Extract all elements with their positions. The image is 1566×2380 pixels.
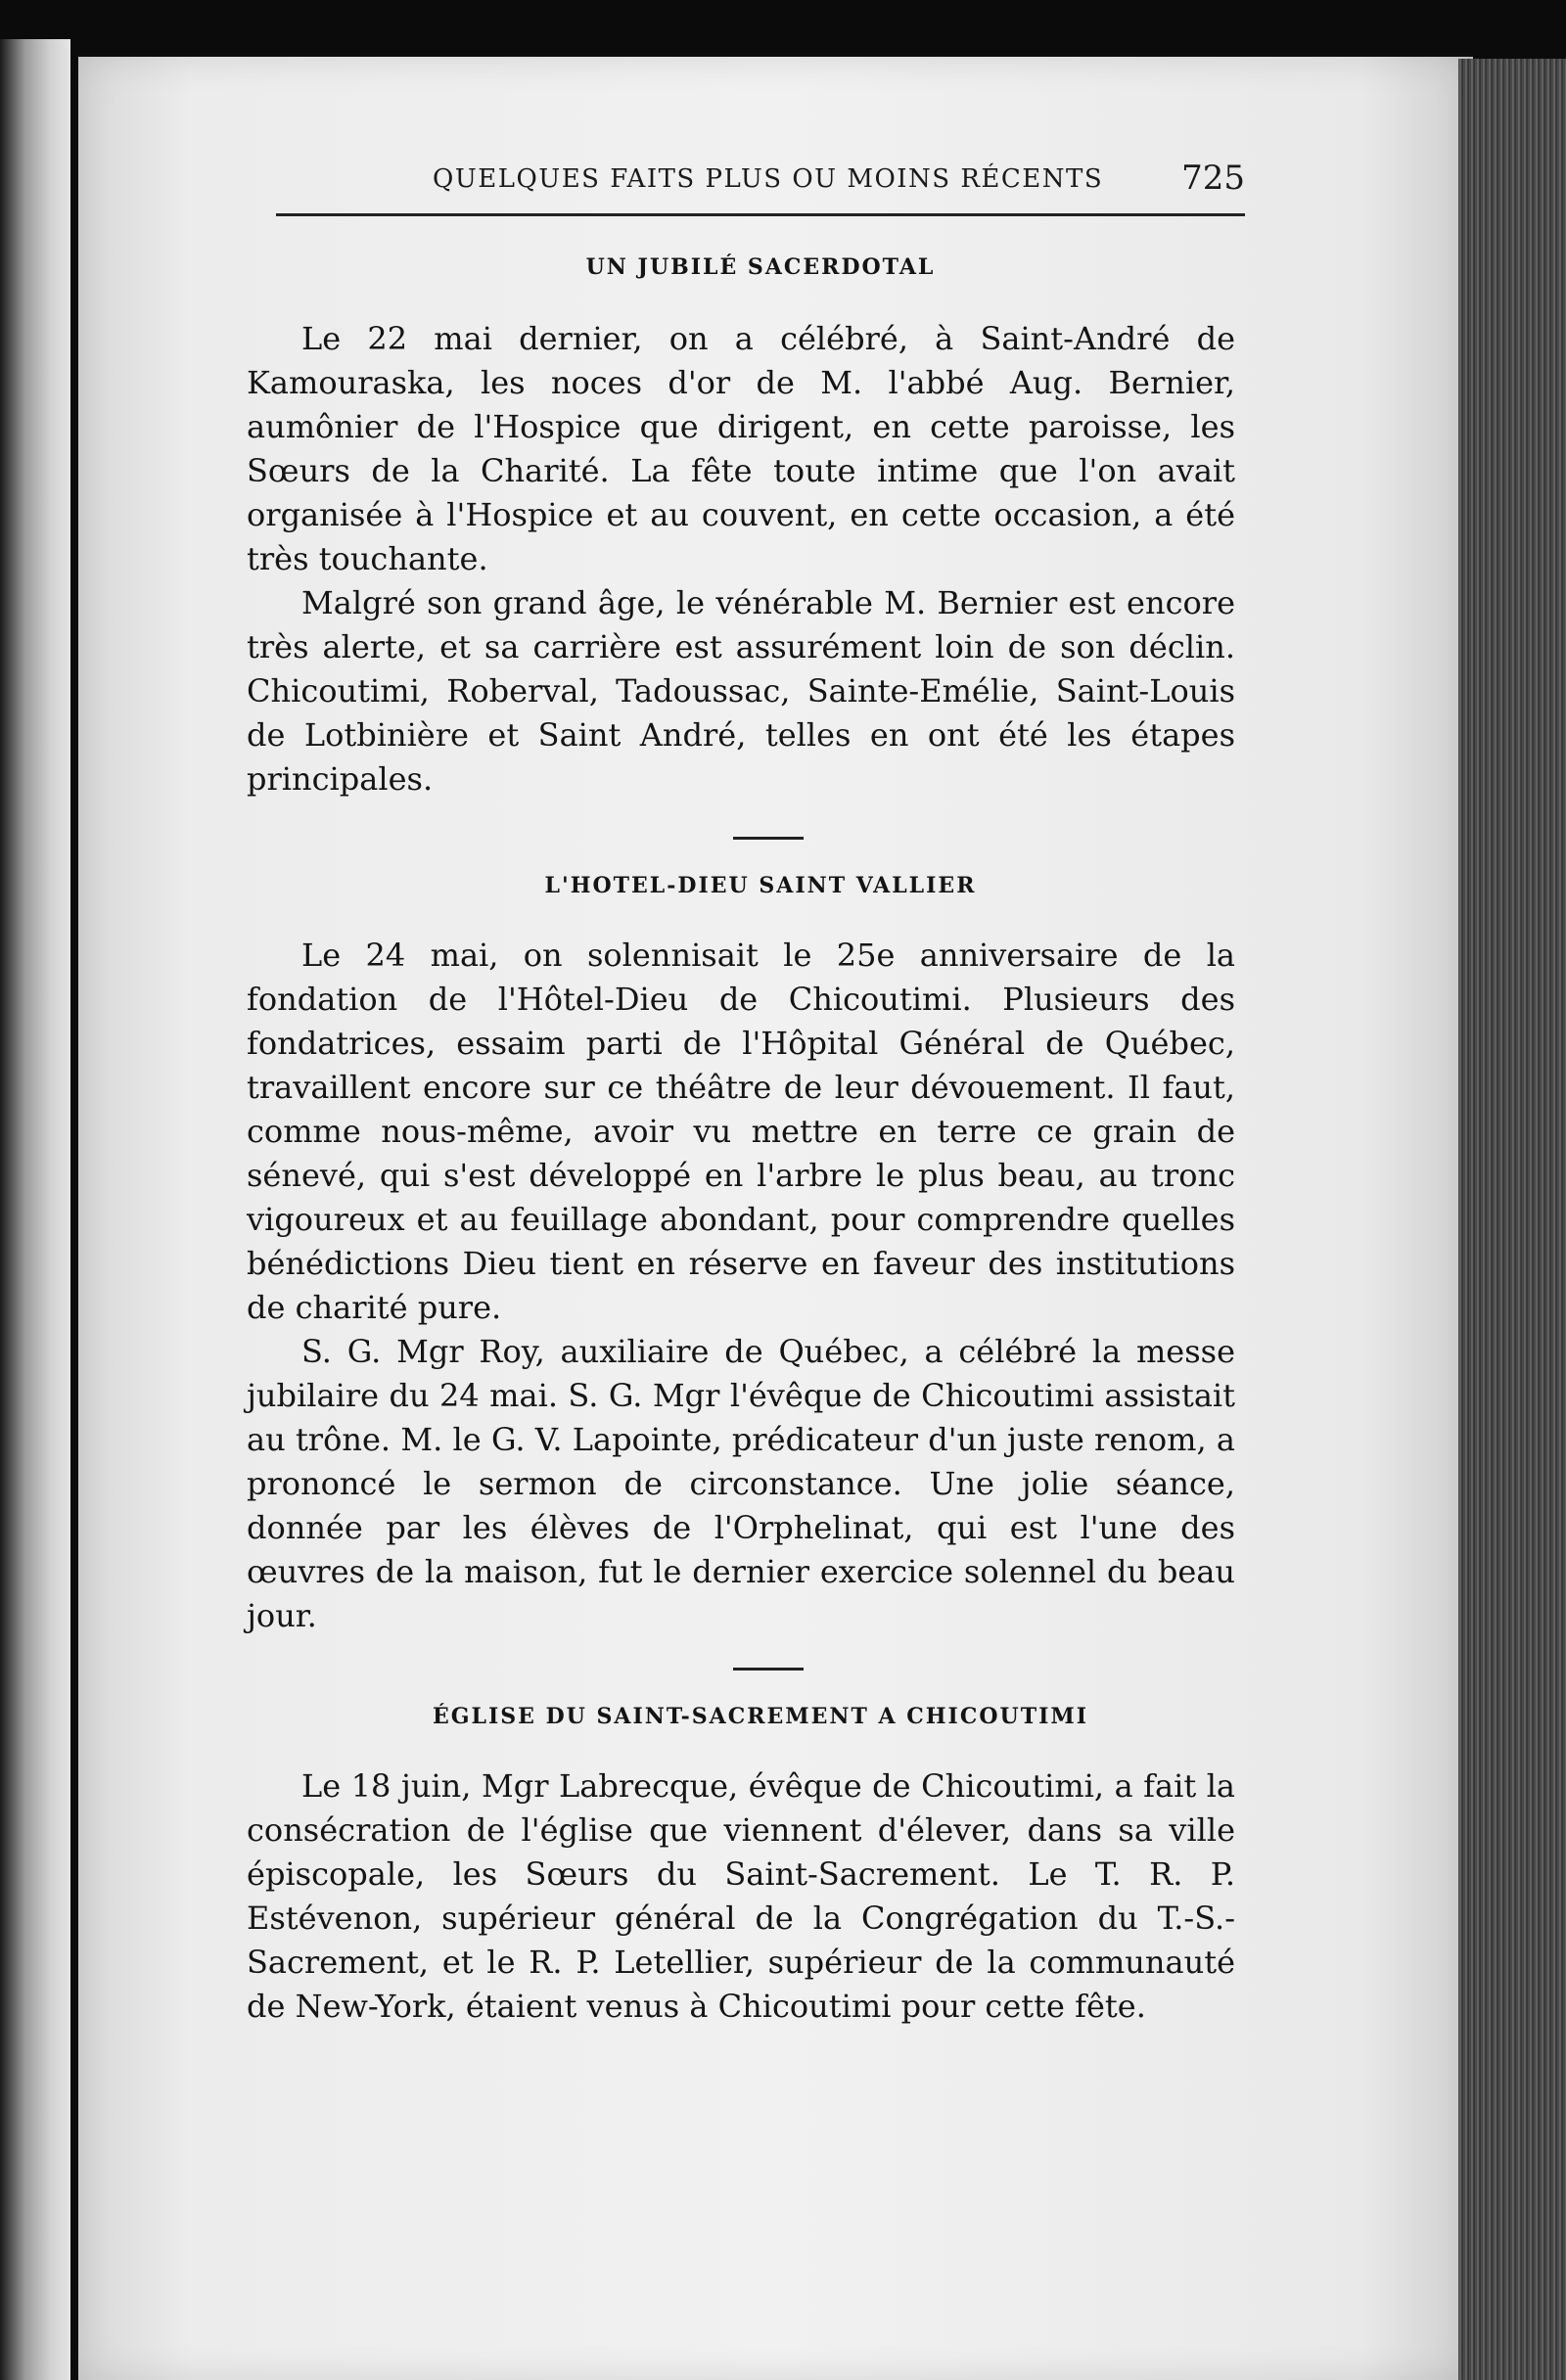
- section-title-hotel-dieu: L'HOTEL-DIEU SAINT VALLIER: [544, 873, 977, 898]
- paragraph: Le 22 mai dernier, on a célébré, à Saint-André de Kamouraska, les noces d'or de M. l'abbé Aug. Bernier, aumônier de l'Hospice que dirigent, en cette paroisse, les Sœurs de la Charité. La fête toute intime que l'on avait organisée à l'Hospice et au couvent, en cette occasion, a été très touchante.: [247, 320, 1235, 577]
- page-number: 725: [1181, 159, 1245, 198]
- paragraph: S. G. Mgr Roy, auxiliaire de Québec, a célébré la messe jubilaire du 24 mai. S. G. Mgr l'évêque de Chicoutimi assistait au trône. M. le G. V. Lapointe, prédicateur d'un juste renom, a prononcé le sermon de circonstance. Une jolie séance, donnée par les élèves de l'Orphelinat, qui est l'une des œuvres de la maison, fut le dernier exercice solennel du beau jour.: [247, 1333, 1235, 1634]
- book-fore-edge: [1458, 59, 1566, 2380]
- running-header: [276, 159, 1245, 204]
- section-separator: [733, 1668, 804, 1671]
- header-rule: [276, 213, 1245, 216]
- page-body: [247, 254, 1235, 2029]
- left-page-edge: [0, 39, 70, 2380]
- paragraph: Le 24 mai, on solennisait le 25e anniversaire de la fondation de l'Hôtel-Dieu de Chicoutimi. Plusieurs des fondatrices, essaim parti de l'Hôpital Général de Québec, travaillent encore sur ce théâtre de leur dévouement. Il faut, comme nous-même, avoir vu mettre en terre ce grain de sénevé, qui s'est développé en l'arbre le plus beau, au tronc vigoureux et au feuillage abondant, pour comprendre quelles bénédictions Dieu tient en réserve en faveur des institutions de charité pure.: [247, 937, 1235, 1326]
- section-separator: [733, 837, 804, 840]
- paragraph: Le 18 juin, Mgr Labrecque, évêque de Chicoutimi, a fait la consécration de l'église que viennent d'élever, dans sa ville épiscopale, les Sœurs du Saint-Sacrement. Le T. R. P. Estévenon, supérieur général de la Congrégation du T.-S.-Sacrement, et le R. P. Letellier, supérieur de la communauté de New-York, étaient venus à Chicoutimi pour cette fête.: [247, 1767, 1235, 2025]
- section-title-jubile: UN JUBILÉ SACERDOTAL: [585, 254, 936, 280]
- section-title-eglise: ÉGLISE DU SAINT-SACREMENT A CHICOUTIMI: [432, 1704, 1089, 1729]
- running-title: QUELQUES FAITS PLUS OU MOINS RÉCENTS: [433, 164, 1104, 194]
- paragraph: Malgré son grand âge, le vénérable M. Bernier est encore très alerte, et sa carrière est assurément loin de son déclin. Chicoutimi, Roberval, Tadoussac, Sainte-Emélie, Saint-Louis de Lotbinière et Saint André, telles en ont été les étapes principales.: [247, 584, 1235, 798]
